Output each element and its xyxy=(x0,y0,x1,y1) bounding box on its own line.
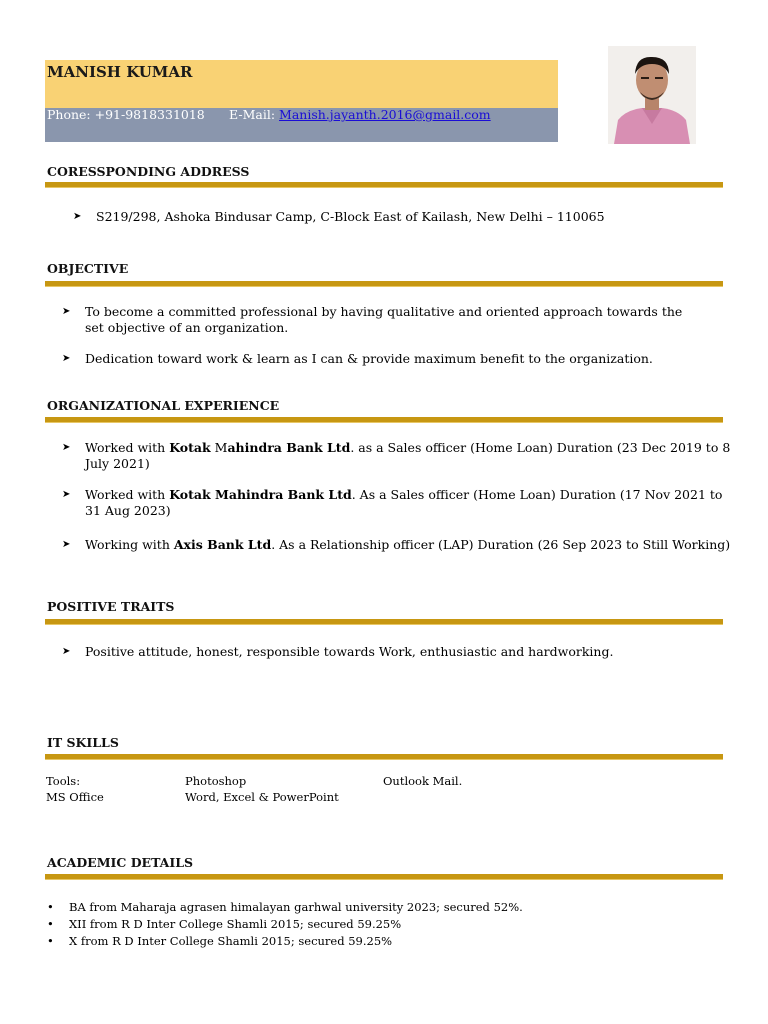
experience-item: ➤ Worked with Kotak Mahindra Bank Ltd. as a Sales officer (Home Loan) Duration (23 Dec 2019 to 8 July 2021) xyxy=(62,440,731,471)
dot-bullet-icon: • xyxy=(47,934,54,948)
address-title: CORESSPONDING ADDRESS xyxy=(47,164,250,179)
it-skills-divider xyxy=(45,754,723,760)
academic-divider xyxy=(45,874,723,880)
experience-list xyxy=(62,440,732,553)
skill-label: Tools: xyxy=(46,774,81,788)
academic-title: ACADEMIC DETAILS xyxy=(47,855,194,870)
arrow-bullet-icon: ➤ xyxy=(62,353,71,364)
experience-title: ORGANIZATIONAL EXPERIENCE xyxy=(47,398,280,413)
traits-title: POSITIVE TRAITS xyxy=(47,599,175,614)
academic-list xyxy=(45,899,523,950)
email-link[interactable]: Manish.jayanth.2016@gmail.com xyxy=(279,107,491,122)
traits-divider xyxy=(45,619,723,625)
objective-item: ➤ To become a committed professional by having qualitative and oriented approach towards the set objective of an organization. xyxy=(62,304,683,335)
candidate-name: MANISH KUMAR xyxy=(47,63,193,81)
skill-value: Word, Excel & PowerPoint xyxy=(185,790,339,804)
profile-photo xyxy=(608,46,696,144)
header-block xyxy=(45,60,558,142)
experience-item: ➤ Worked with Kotak Mahindra Bank Ltd. As a Sales officer (Home Loan) Duration (17 Nov 2021 to 31 Aug 2023) xyxy=(62,487,723,518)
address-divider xyxy=(45,182,723,188)
dot-bullet-icon: • xyxy=(47,900,54,914)
skill-label: MS Office xyxy=(46,790,104,804)
arrow-bullet-icon: ➤ xyxy=(62,539,71,550)
email xyxy=(229,108,491,122)
address-item: ➤ S219/298, Ashoka Bindusar Camp, C-Block East of Kailash, New Delhi – 110065 xyxy=(73,209,605,224)
arrow-bullet-icon: ➤ xyxy=(62,306,71,317)
traits-list xyxy=(62,644,722,660)
experience-item: ➤ Working with Axis Bank Ltd. As a Relationship officer (LAP) Duration (26 Sep 2023 to Still Working) xyxy=(62,537,731,552)
address-list xyxy=(73,209,605,225)
dot-bullet-icon: • xyxy=(47,917,54,931)
objective-divider xyxy=(45,281,723,287)
arrow-bullet-icon: ➤ xyxy=(62,489,71,500)
experience-divider xyxy=(45,417,723,423)
email-label: E-Mail: xyxy=(229,107,280,122)
objective-list xyxy=(62,304,702,367)
academic-item: • BA from Maharaja agrasen himalayan garhwal university 2023; secured 52%. xyxy=(47,900,523,914)
objective-item: ➤ Dedication toward work & learn as I can & provide maximum benefit to the organization. xyxy=(62,351,653,366)
name-band xyxy=(45,60,558,108)
arrow-bullet-icon: ➤ xyxy=(73,211,82,222)
arrow-bullet-icon: ➤ xyxy=(62,442,71,453)
academic-item: • X from R D Inter College Shamli 2015; secured 59.25% xyxy=(47,934,393,948)
traits-item: ➤ Positive attitude, honest, responsible towards Work, enthusiastic and hardworking. xyxy=(62,644,614,659)
academic-item: • XII from R D Inter College Shamli 2015; secured 59.25% xyxy=(47,917,402,931)
it-skills-title: IT SKILLS xyxy=(47,735,119,750)
objective-title: OBJECTIVE xyxy=(47,261,129,276)
phone-number: Phone: +91-9818331018 xyxy=(47,107,205,122)
contact-band xyxy=(45,108,558,142)
skill-value: Outlook Mail. xyxy=(383,774,463,788)
skill-value: Photoshop xyxy=(185,774,247,788)
arrow-bullet-icon: ➤ xyxy=(62,646,71,657)
